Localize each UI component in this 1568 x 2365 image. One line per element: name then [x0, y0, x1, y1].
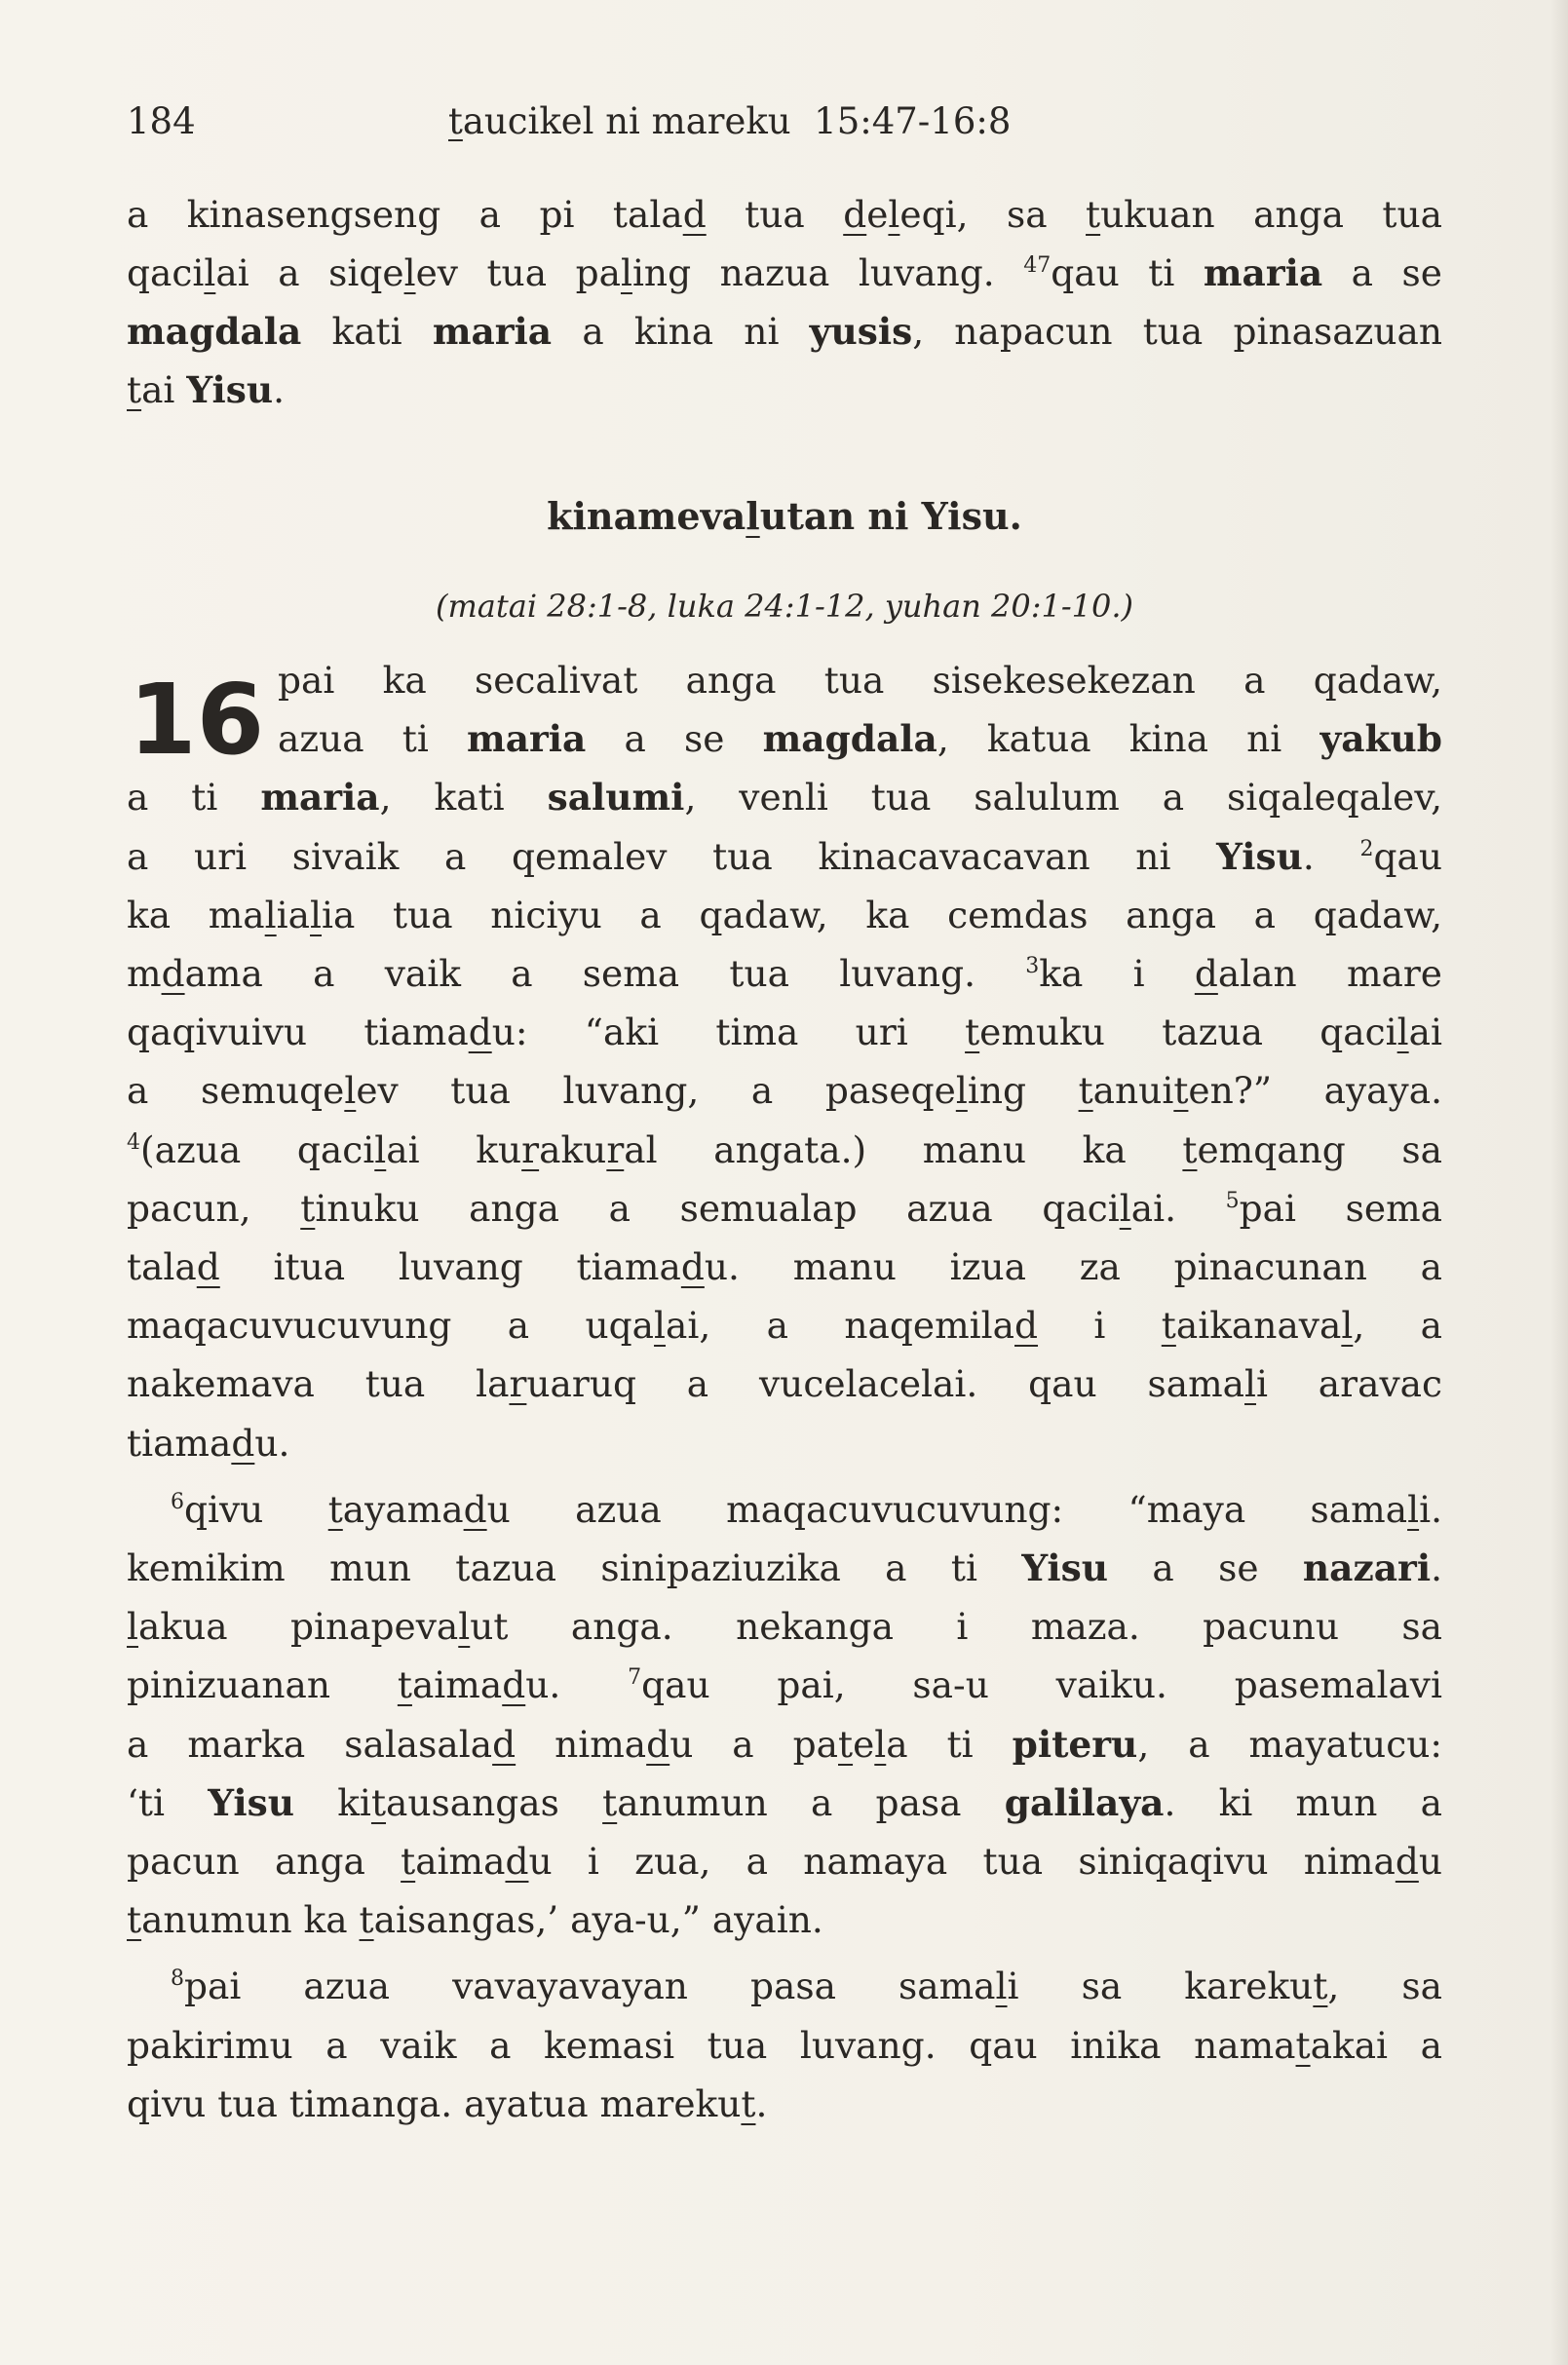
- paragraph-continuation: [127, 185, 1442, 419]
- verse-number: 4: [127, 1129, 140, 1155]
- text-line: pinizuanan taimadu. $^7$qau pai, sa-u vaiku. pasemalavi: [127, 1663, 1442, 1707]
- text-line: lakua pinapevalut anga. nekanga i maza. pacunu sa: [127, 1605, 1442, 1649]
- chapter-reference: 15:47-16:8: [814, 100, 1012, 142]
- text-line: pacun anga taimadu i zua, a namaya tua siniqaqivu nimadu: [127, 1840, 1442, 1884]
- page-number: 184: [127, 100, 196, 142]
- verse-number: 7: [628, 1665, 642, 1691]
- text-line: kemikim mun tazua sinipaziuzika a ti Yisu a se nazari.: [127, 1546, 1442, 1590]
- text-line: a semuqelev tua luvang, a paseqeling tanuiten?” ayaya.: [127, 1069, 1442, 1113]
- text-line: $^8$pai azua vavayavayan pasa samali sa karekut, sa: [171, 1964, 1442, 2008]
- verse-number: 47: [1023, 253, 1052, 278]
- verse-number: 8: [171, 1966, 184, 1992]
- chapter-body: [127, 651, 1442, 2133]
- text-line: azua ti maria a se magdala, katua kina ni yakub: [278, 717, 1442, 761]
- text-line: a uri sivaik a qemalev tua kinacavacavan ni Yisu. $^2$qau: [127, 834, 1442, 878]
- text-line: talad itua luvang tiamadu. manu izua za pinacunan a: [127, 1245, 1443, 1289]
- text-line: pai ka secalivat anga tua sisekesekezan a qadaw,: [278, 659, 1442, 702]
- text-line: pacun, tinuku anga a semualap azua qacilai. $^5$pai sema: [127, 1186, 1442, 1230]
- page-spine-shadow: [1550, 0, 1568, 2365]
- text-line: qaqivuivu tiamadu: “aki tima uri temuku tazua qacilai: [127, 1011, 1442, 1054]
- text-line: maqacuvucuvung a uqalai, a naqemilad i taikanaval, a: [127, 1304, 1442, 1348]
- chapter-number: 16: [129, 663, 265, 777]
- text-line: tiamadu.: [127, 1421, 290, 1465]
- text-line: $^6$qivu tayamadu azua maqacuvucuvung: “maya samali.: [171, 1487, 1442, 1531]
- text-line: qacilai a siqelev tua paling nazua luvang. $^{47}$qau ti maria a se: [127, 251, 1442, 294]
- text-line: $^4$(azua qacilai kurakural angata.) manu ka temqang sa: [127, 1127, 1442, 1171]
- running-head: taucikel ni mareku 15:47-16:8: [448, 100, 1012, 142]
- section-title: kinamevalutan ni Yisu.: [547, 494, 1022, 538]
- text-line: tanumun ka taisangas,’ aya-u,” ayain.: [127, 1898, 823, 1942]
- text-line: ka malialia tua niciyu a qadaw, ka cemdas anga a qadaw,: [127, 893, 1442, 936]
- text-line: a kinasengseng a pi talad tua deleqi, sa tukuan anga tua: [127, 193, 1442, 236]
- text-line: tai Yisu.: [127, 368, 286, 411]
- text-line: magdala kati maria a kina ni yusis, napacun tua pinasazuan: [127, 310, 1442, 353]
- verse-number: 2: [1359, 836, 1374, 861]
- text-line: pakirimu a vaik a kemasi tua luvang. qau inika namatakai a: [127, 2023, 1442, 2067]
- text-line: ‘ti Yisu kitausangas tanumun a pasa galilaya. ki mun a: [127, 1780, 1443, 1824]
- paragraph: [127, 185, 1442, 419]
- text-line: a ti maria, kati salumi, venli tua salulum a siqaleqalev,: [127, 776, 1442, 820]
- text-line: mdama a vaik a sema tua luvang. $^3$ka i dalan mare: [127, 952, 1442, 996]
- verse-number: 6: [171, 1489, 184, 1514]
- text-line: qivu tua timanga. ayatua marekut.: [127, 2081, 768, 2125]
- text-line: a marka salasalad nimadu a patela ti piteru, a mayatucu:: [127, 1722, 1442, 1766]
- text-line: nakemava tua laruaruq a vucelacelai. qau samali aravac: [127, 1362, 1442, 1406]
- cross-reference: (matai 28:1-8, luka 24:1-12, yuhan 20:1-10.): [435, 588, 1134, 625]
- verse-number: 3: [1025, 954, 1040, 979]
- verse-number: 5: [1225, 1188, 1240, 1213]
- page-header: [127, 93, 1442, 151]
